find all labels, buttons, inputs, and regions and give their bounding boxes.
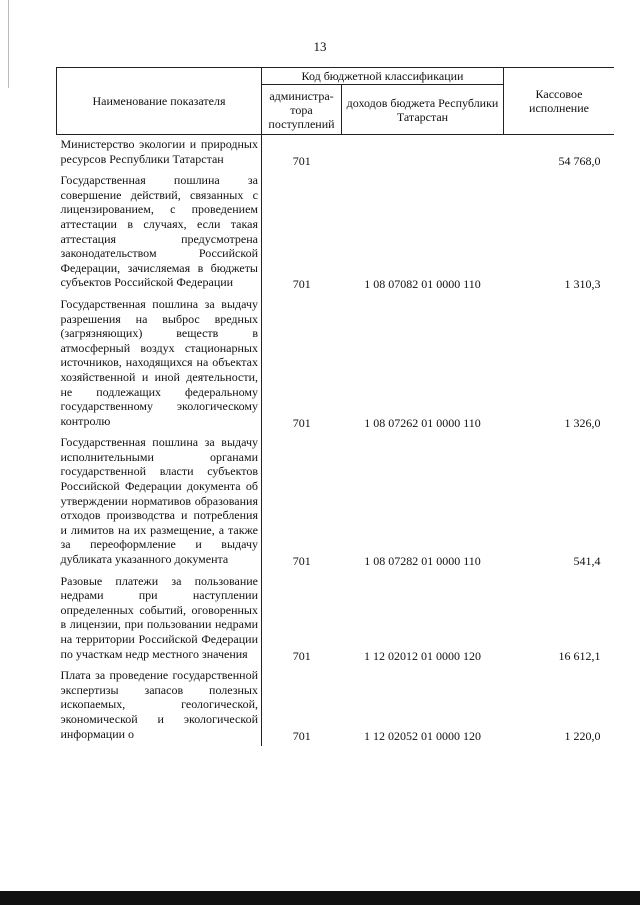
scan-bottom-border xyxy=(0,891,640,905)
table-body xyxy=(57,135,615,747)
row-admin-code: 701 xyxy=(292,277,311,292)
row-admin-code: 701 xyxy=(292,415,311,430)
row-income-code: 1 12 02012 01 0000 120 xyxy=(364,648,481,663)
row-admin-code: 701 xyxy=(292,728,311,743)
row-execution-value: 1 310,3 xyxy=(564,277,601,292)
header-admin: администра-тора поступлений xyxy=(262,85,342,135)
table-row xyxy=(57,295,615,433)
row-indicator-name: Государственная пошлина за выдачу разрешения на выброс вредных (загрязняющих) веществ в атмосферный воздух стационарных источников, находящихся на объектах хозяйственной и иной деятельности, не подлежащих федеральному государственному экологическому контролю xyxy=(57,295,262,433)
row-income-code: 1 08 07082 01 0000 110 xyxy=(364,277,481,292)
budget-table-area xyxy=(56,67,614,837)
row-admin-code: 701 xyxy=(292,554,311,569)
row-execution-value: 541,4 xyxy=(573,554,601,569)
budget-table xyxy=(56,67,614,746)
header-income: доходов бюджета Республики Татарстан xyxy=(342,85,504,135)
table-header xyxy=(57,68,615,135)
row-execution-value: 54 768,0 xyxy=(558,153,601,168)
row-indicator-name: Государственная пошлина за совершение действий, связанных с лицензированием, с проведением аттестации в случаях, если такая аттестация предусмотрена законодательством Российской Федерации, зачисляемая в бюджеты субъектов Российской Федерации xyxy=(57,171,262,295)
row-income-code: 1 12 02052 01 0000 120 xyxy=(364,728,481,743)
table-row xyxy=(57,572,615,667)
row-indicator-name: Министерство экологии и природных ресурсов Республики Татарстан xyxy=(57,135,262,172)
row-income-code: 1 08 07262 01 0000 110 xyxy=(364,415,481,430)
row-execution-value: 1 326,0 xyxy=(564,415,601,430)
header-indicator-name: Наименование показателя xyxy=(57,68,262,135)
row-execution-value: 16 612,1 xyxy=(558,648,601,663)
header-execution: Кассовое исполнение xyxy=(504,68,615,135)
row-admin-code: 701 xyxy=(292,648,311,663)
table-row xyxy=(57,171,615,295)
row-admin-code: 701 xyxy=(292,153,311,168)
row-execution-value: 1 220,0 xyxy=(564,728,601,743)
table-row xyxy=(57,666,615,746)
table-row xyxy=(57,433,615,571)
row-income-code: 1 08 07282 01 0000 110 xyxy=(364,554,481,569)
header-budget-code-group: Код бюджетной классификации xyxy=(262,68,504,85)
row-income-code xyxy=(342,135,504,172)
row-indicator-name: Плата за проведение государственной экспертизы запасов полезных ископаемых, геологической, экономической и экологической информации о xyxy=(57,666,262,746)
row-indicator-name: Разовые платежи за пользование недрами при наступлении определенных событий, оговоренных в лицензии, при пользовании недрами на территории Российской Федерации по участкам недр местного значения xyxy=(57,572,262,667)
page-number: 13 xyxy=(313,39,327,54)
table-row xyxy=(57,135,615,172)
row-indicator-name: Государственная пошлина за выдачу исполнительными органами государственной власти субъектов Российской Федерации документа об утверждении нормативов образования отходов производства и потребления и лимитов на их размещение, а также за переоформление и выдачу дубликата указанного документа xyxy=(57,433,262,571)
